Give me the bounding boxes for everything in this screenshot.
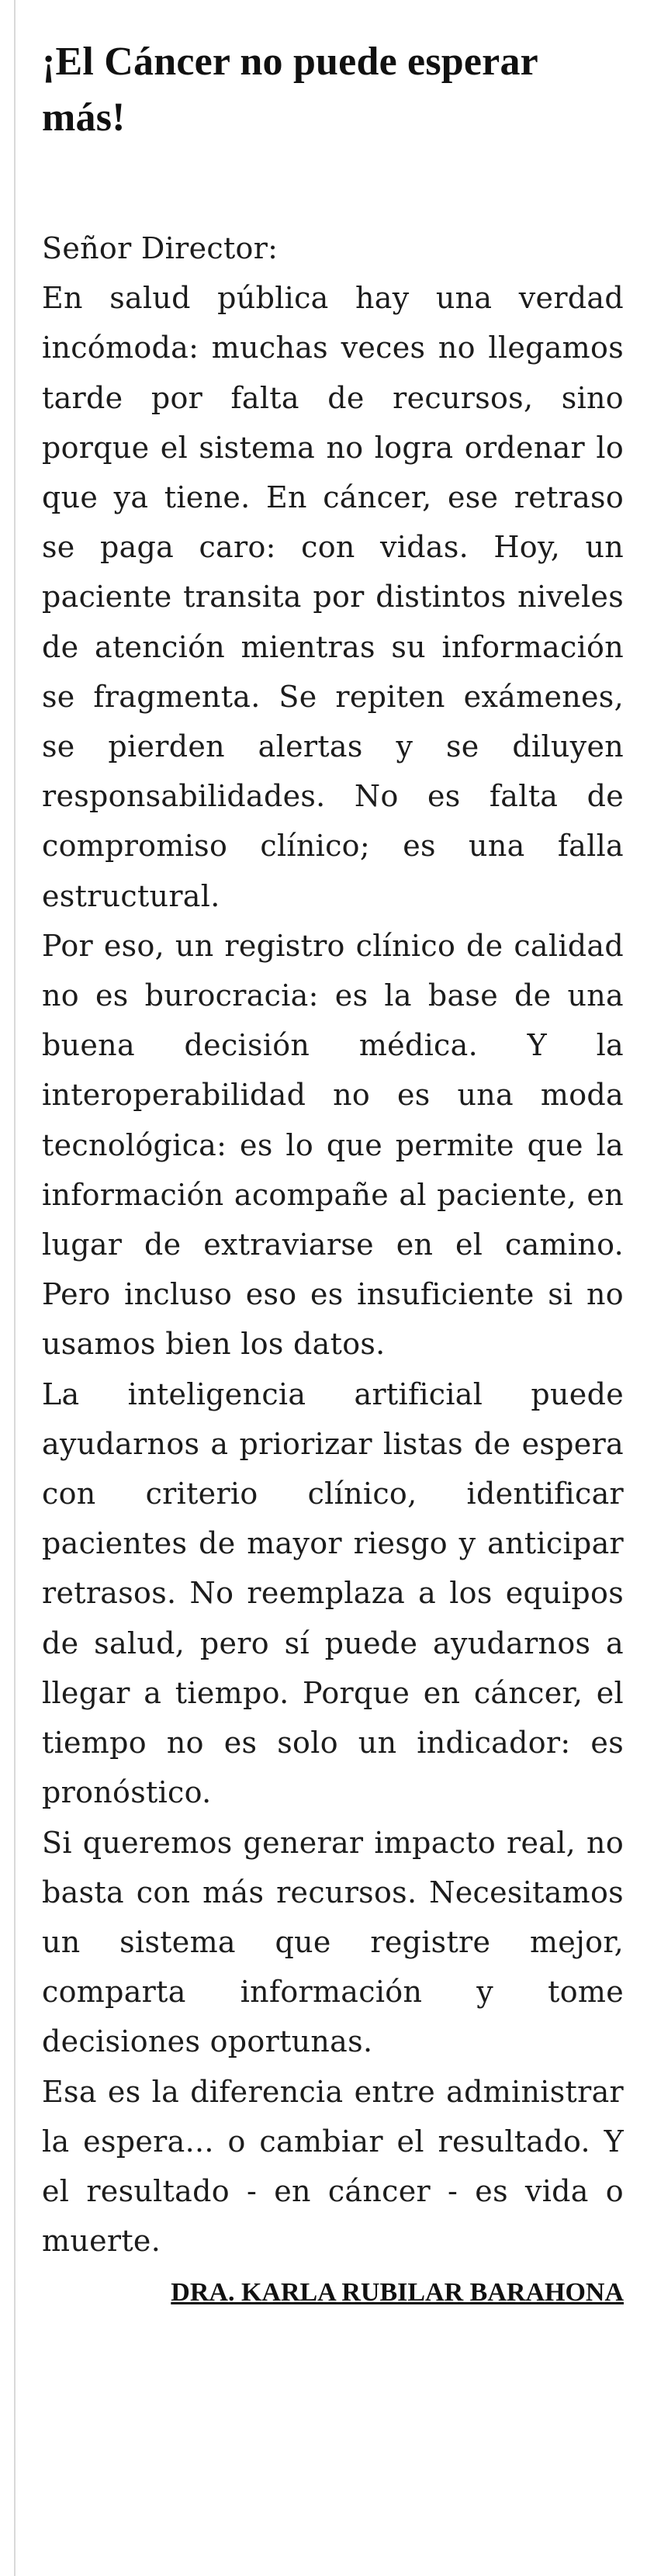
salutation: Señor Director: (42, 231, 279, 265)
headline: ¡El Cáncer no puede esperar más! (42, 40, 538, 140)
paragraph-4: Si queremos generar impacto real, no basta con más recursos. Necesitamos un sistema que registre mejor, comparta información y tome decisiones oportunas. (42, 1825, 624, 2059)
paragraph-1: En salud pública hay una verdad incómoda: muchas veces no llegamos tarde por falta de recursos, sino porque el sistema no logra ordenar lo que ya tiene. En cáncer, ese retraso se paga caro: con vidas. Hoy, un paciente transita por distintos niveles de atención mientras su información se fragmenta. Se repiten exámenes, se pierden alertas y se diluyen responsabilidades. No es falta de compromiso clínico; es una falla estructural. (42, 281, 624, 913)
author-signature: DRA. KARLA RUBILAR BARAHONA (171, 2278, 624, 2308)
paragraph-5: Esa es la diferencia entre administrar la espera... o cambiar el resultado. Y el resultado - en cáncer - es vida o muerte. (42, 2074, 624, 2259)
paragraph-3: La inteligencia artificial puede ayudarnos a priorizar listas de espera con criterio clínico, identificar pacientes de mayor riesgo y anticipar retrasos. No reemplaza a los equipos de salud, pero sí puede ayudarnos a llegar a tiempo. Porque en cáncer, el tiempo no es solo un indicador: es pronóstico. (42, 1376, 624, 1810)
paragraph-2: Por eso, un registro clínico de calidad no es burocracia: es la base de una buena decisión médica. Y la interoperabilidad no es una moda tecnológica: es lo que permite que la información acompañe al paciente, en lugar de extraviarse en el camino. Pero incluso eso es insuficiente si no usamos bien los datos. (42, 928, 624, 1362)
